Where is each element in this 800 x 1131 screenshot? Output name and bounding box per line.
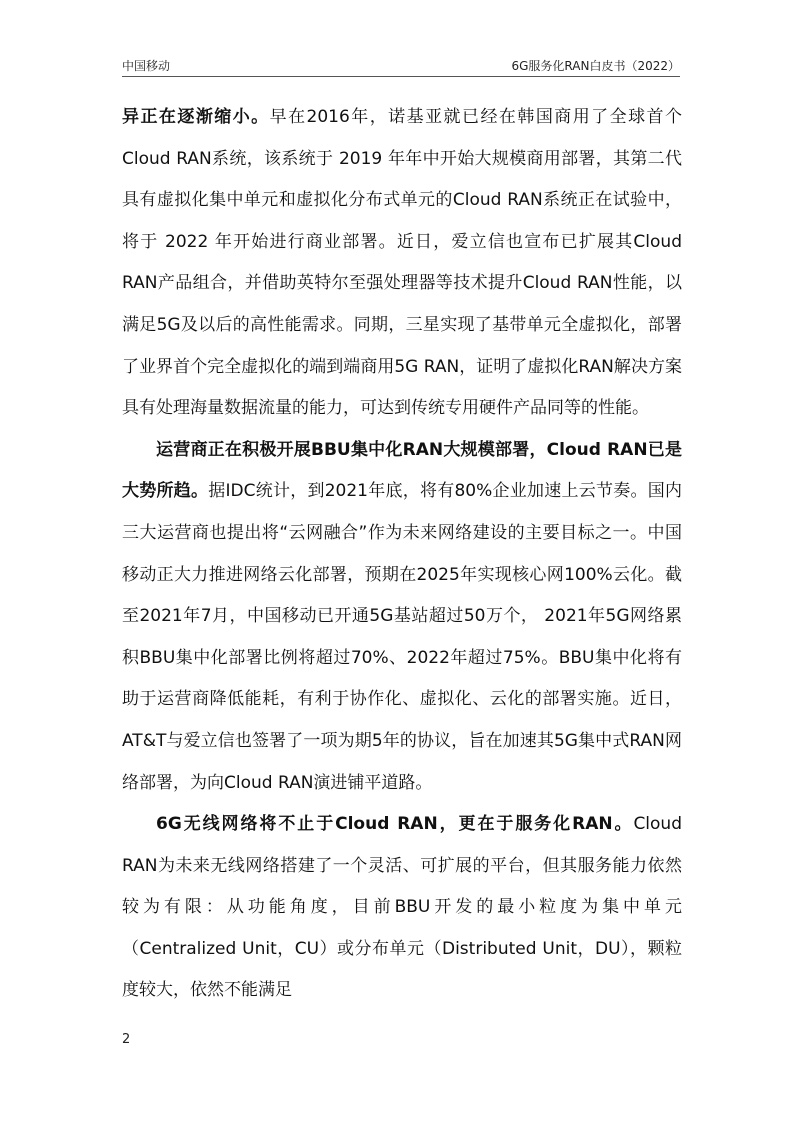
paragraph-1-text: 早在2016年，诺基亚就已经在韩国商用了全球首个Cloud RAN系统，该系统于 2019 年年中开始大规模商用部署，其第二代具有虚拟化集中单元和虚拟化分布式单元的Cloud RAN系统正在试验中，将于 2022 年开始进行商业部署。近日，爱立信也宣布已扩展其Cloud RAN产品组合，并借助英特尔至强处理器等技术提升Cloud RAN性能，以满足5G及以后的高性能需求。同期，三星实现了基带单元全虚拟化，部署了业界首个完全虚拟化的端到端商用5G RAN，证明了虚拟化RAN解决方案具有处理海量数据流量的能力，可达到传统专用硬件产品同等的性能。 bbox=[122, 107, 682, 419]
paragraph-3-lead: 6G无线网络将不止于Cloud RAN，更在于服务化RAN。 bbox=[156, 814, 634, 835]
paragraph-2-text: 据IDC统计，到2021年底，将有80%企业加速上云节奏。国内三大运营商也提出将“云网融合”作为未来网络建设的主要目标之一。中国移动正大力推进网络云化部署，预期在2025年实现核心网100%云化。截至2021年7月，中国移动已开通5G基站超过50万个， 2021年5G网络累积BBU集中化部署比例将超过70%、2022年超过75%。BBU集中化将有助于运营商降低能耗，有利于协作化、虚拟化、云化的部署实施。近日，AT&T与爱立信也签署了一项为期5年的协议，旨在加速其5G集中式RAN网络部署，为向Cloud RAN演进铺平道路。 bbox=[122, 481, 682, 793]
paragraph-2-lead: 运营商正在积极开展BBU集中化RAN大规模部署，Cloud RAN已是大势所趋。 bbox=[122, 439, 682, 502]
document-body bbox=[122, 97, 682, 1012]
page-number: 2 bbox=[122, 1032, 131, 1047]
header-org-name: 中国移动 bbox=[122, 59, 171, 73]
paragraph-1 bbox=[122, 97, 682, 430]
paragraph-3 bbox=[122, 804, 682, 1012]
paragraph-3-text: Cloud RAN为未来无线网络搭建了一个灵活、可扩展的平台，但其服务能力依然较为有限：从功能角度，目前BBU开发的最小粒度为集中单元（Centralized Unit，CU）或分布单元（Distributed Unit，DU），颗粒度较大，依然不能满足 bbox=[122, 814, 682, 1001]
paragraph-1-lead: 异正在逐渐缩小。 bbox=[122, 107, 270, 127]
paragraph-2 bbox=[122, 430, 682, 804]
page-header bbox=[122, 54, 680, 77]
header-document-title: 6G服务化RAN白皮书（2022） bbox=[511, 59, 680, 73]
